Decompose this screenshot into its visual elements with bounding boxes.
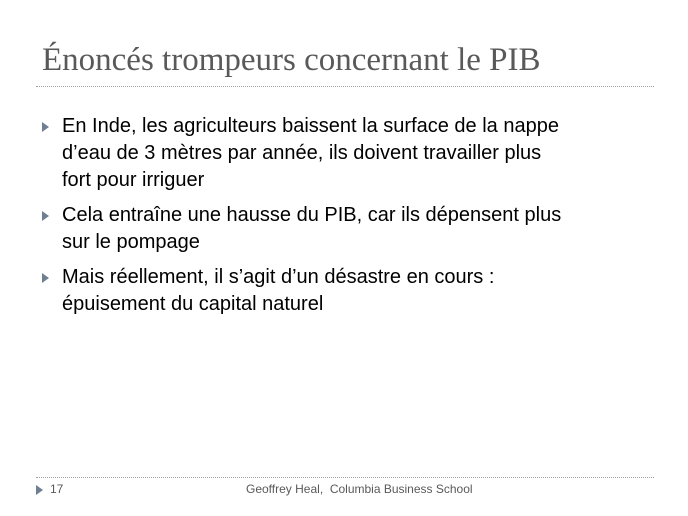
triangle-bullet-icon bbox=[42, 273, 49, 283]
slide-title: Énoncés trompeurs concernant le PIB bbox=[42, 42, 541, 78]
bullet-text: En Inde, les agriculteurs baissent la surface de la nappe d’eau de 3 mètres par année, ils doivent travailler plus fort pour irriguer bbox=[62, 115, 559, 191]
footer-divider bbox=[36, 477, 654, 478]
bullet-text: Cela entraîne une hausse du PIB, car ils dépensent plus sur le pompage bbox=[62, 204, 562, 253]
page-number: 17 bbox=[50, 482, 64, 496]
triangle-footer-icon bbox=[36, 485, 43, 495]
bullet-item bbox=[40, 113, 640, 194]
triangle-bullet-icon bbox=[42, 122, 49, 132]
bullet-item bbox=[40, 202, 640, 256]
bullet-text: Mais réellement, il s’agit d’un désastre en cours : épuisement du capital naturel bbox=[62, 266, 495, 315]
bullet-item bbox=[40, 264, 640, 318]
footer-credit: Geoffrey Heal, Columbia Business School bbox=[246, 482, 473, 496]
title-divider bbox=[36, 86, 654, 87]
triangle-bullet-icon bbox=[42, 211, 49, 221]
bullet-list bbox=[40, 113, 640, 326]
